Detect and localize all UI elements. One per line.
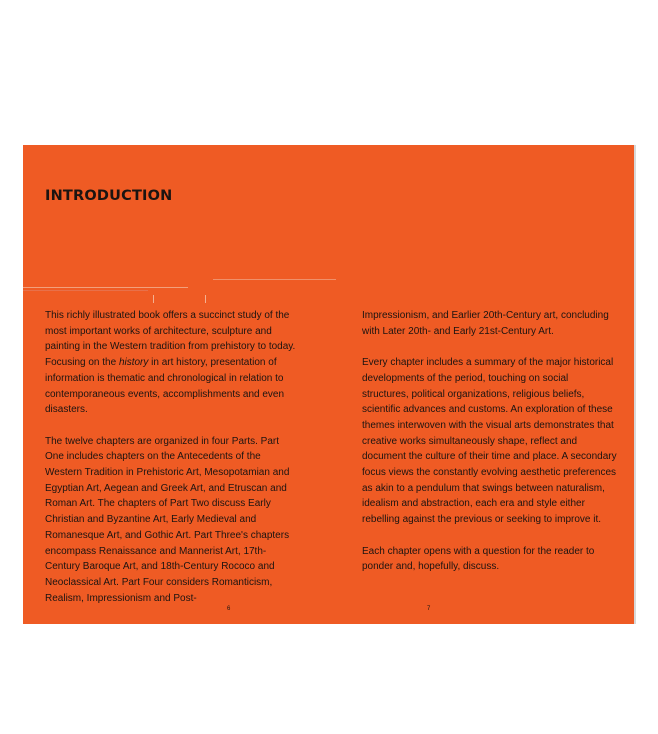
right-page-text: [362, 308, 617, 591]
page-title: INTRODUCTION: [45, 188, 173, 204]
paragraph-4: Every chapter includes a summary of the major historical developments of the period, touching on social structures, political organizations, religious beliefs, scientific advances and customs. An exploration of these themes interwoven with the visual arts demonstrates that creative works simultaneously shape, reflect and document the culture of their time and place. A secondary focus views the constantly evolving aesthetic preferences as akin to a pendulum that swings between naturalism, idealism and abstraction, each era and style either rebelling against the previous or seeking to improve it.: [362, 357, 617, 526]
scan-artifact-tick: [153, 295, 154, 303]
scan-artifact-line: [23, 290, 148, 291]
paragraph-5: Each chapter opens with a question for the reader to ponder and, hopefully, discuss.: [362, 545, 595, 573]
scan-artifact-tick: [205, 295, 206, 303]
paragraph-1-emphasis: history: [118, 357, 149, 369]
paragraph-1-end: in art history, presentation of information is thematic and chronological in relation to contemporaneous events, accomplishments and even disasters.: [45, 357, 285, 416]
page-number-right: 7: [427, 606, 431, 612]
left-page-text: [45, 308, 300, 622]
paragraph-3: Impressionism, and Earlier 20th-Century art, concluding with Later 20th- and Early 21st-Century Art.: [362, 310, 609, 337]
page-edge-shadow: [634, 145, 636, 624]
book-spread: [23, 145, 634, 624]
paragraph-2: The twelve chapters are organized in four Parts. Part One includes chapters on the Antecedents of the Western Tradition in Prehistoric Art, Mesopotamian and Egyptian Art, Aegean and Greek Art, and Etruscan and Roman Art. The chapters of Part Two discuss Early Christian and Byzantine Art, Early Medieval and Romanesque Art, and Gothic Art. Part Three's chapters encompass Renaissance and Mannerist Art, 17th-Century Baroque Art, and 18th-Century Rococo and Neoclassical Art. Part Four considers Romanticism, Realism, Impressionism and Post-: [45, 435, 290, 604]
scan-artifact-line: [213, 279, 336, 280]
page-number-left: 6: [227, 606, 231, 612]
paragraph-1-start: This richly illustrated book offers a succinct study of the most important works of architecture, sculpture and painting in the Western tradition from prehistory to today. Focusing on the: [45, 310, 296, 369]
scan-artifact-line: [23, 287, 188, 288]
paragraph-1: [45, 308, 300, 418]
